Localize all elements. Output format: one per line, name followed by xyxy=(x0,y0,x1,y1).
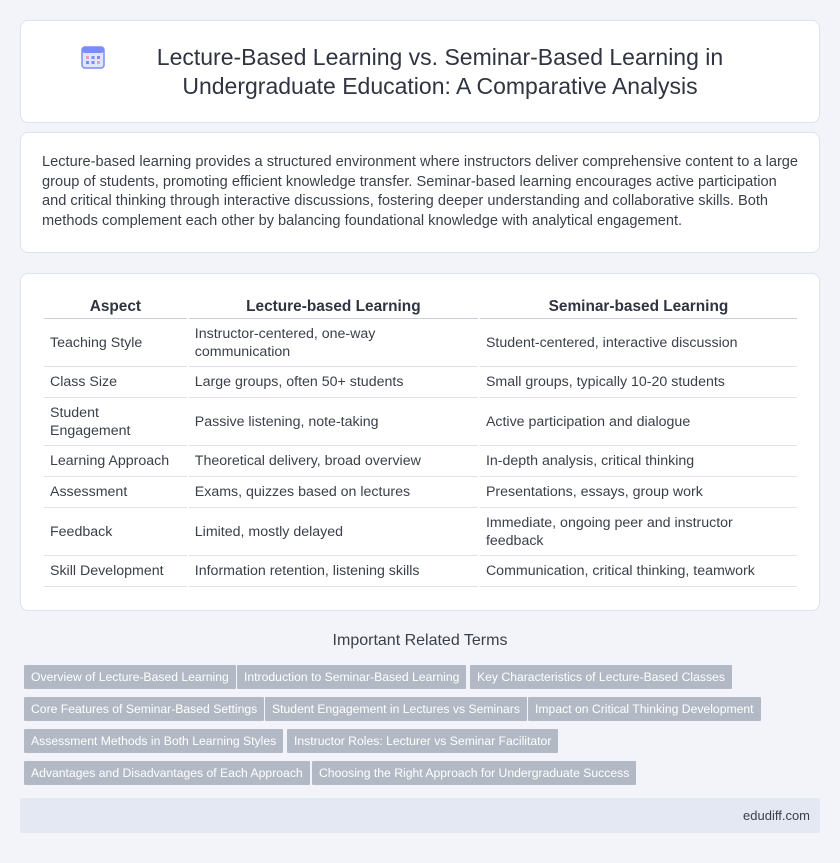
aspect-cell: Teaching Style xyxy=(44,319,187,367)
related-tag[interactable]: Choosing the Right Approach for Undergraduate Success xyxy=(312,761,636,785)
related-tag[interactable]: Instructor Roles: Lecturer vs Seminar Facilitator xyxy=(287,729,558,753)
related-tag[interactable]: Advantages and Disadvantages of Each Approach xyxy=(24,761,310,785)
lecture-cell: Large groups, often 50+ students xyxy=(189,367,478,398)
seminar-cell: Active participation and dialogue xyxy=(480,398,797,446)
table-row xyxy=(44,477,797,508)
footer xyxy=(20,798,820,833)
header-seminar: Seminar-based Learning xyxy=(480,295,797,319)
footer-site-name[interactable]: edudiff.com xyxy=(743,808,810,823)
page-title: Lecture-Based Learning vs. Seminar-Based Learning in Undergraduate Education: A Comparative Analysis xyxy=(156,43,724,99)
seminar-cell: Student-centered, interactive discussion xyxy=(480,319,797,367)
related-tag[interactable]: Core Features of Seminar-Based Settings xyxy=(24,697,264,721)
related-tag[interactable]: Impact on Critical Thinking Development xyxy=(528,697,761,721)
table-row xyxy=(44,508,797,556)
table-row xyxy=(44,446,797,477)
table-row xyxy=(44,367,797,398)
comparison-table xyxy=(42,295,799,587)
seminar-cell: Communication, critical thinking, teamwork xyxy=(480,556,797,587)
related-tag[interactable]: Key Characteristics of Lecture-Based Classes xyxy=(470,665,732,689)
seminar-cell: In-depth analysis, critical thinking xyxy=(480,446,797,477)
lecture-cell: Theoretical delivery, broad overview xyxy=(189,446,478,477)
calendar-icon xyxy=(80,44,106,70)
table-header-row xyxy=(44,295,797,319)
aspect-cell: Assessment xyxy=(44,477,187,508)
lecture-cell: Passive listening, note-taking xyxy=(189,398,478,446)
intro-paragraph: Lecture-based learning provides a structured environment where instructors deliver comprehensive content to a large group of students, promoting efficient knowledge transfer. Seminar-based learning encourages active participation and critical thinking through interactive discussions, fostering deeper understanding and collaborative skills. Both methods complement each other by balancing foundational knowledge with analytical engagement. xyxy=(42,154,799,229)
table-row xyxy=(44,319,797,367)
lecture-cell: Exams, quizzes based on lectures xyxy=(189,477,478,508)
related-tag[interactable]: Assessment Methods in Both Learning Styles xyxy=(24,729,283,753)
aspect-cell: Learning Approach xyxy=(44,446,187,477)
aspect-cell: Skill Development xyxy=(44,556,187,587)
lecture-cell: Instructor-centered, one-way communication xyxy=(189,319,478,367)
seminar-cell: Small groups, typically 10-20 students xyxy=(480,367,797,398)
seminar-cell: Immediate, ongoing peer and instructor feedback xyxy=(480,508,797,556)
related-tag[interactable]: Overview of Lecture-Based Learning xyxy=(24,665,236,689)
aspect-cell: Class Size xyxy=(44,367,187,398)
aspect-cell: Feedback xyxy=(44,508,187,556)
header-aspect: Aspect xyxy=(44,295,187,319)
related-tag[interactable]: Introduction to Seminar-Based Learning xyxy=(237,665,466,689)
comparison-table-card xyxy=(20,273,820,611)
seminar-cell: Presentations, essays, group work xyxy=(480,477,797,508)
related-terms-title: Important Related Terms xyxy=(332,632,508,649)
table-row xyxy=(44,556,797,587)
aspect-cell: Student Engagement xyxy=(44,398,187,446)
related-tag[interactable]: Student Engagement in Lectures vs Seminars xyxy=(265,697,527,721)
header-lecture: Lecture-based Learning xyxy=(189,295,478,319)
table-row xyxy=(44,398,797,446)
title-card xyxy=(20,20,820,123)
intro-card xyxy=(20,132,820,253)
lecture-cell: Limited, mostly delayed xyxy=(189,508,478,556)
lecture-cell: Information retention, listening skills xyxy=(189,556,478,587)
